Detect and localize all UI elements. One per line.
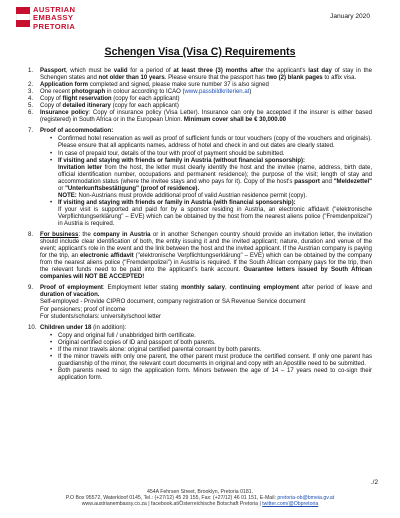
text-bold: Minimum cover shall be € 30,000.00 — [183, 117, 287, 124]
footer-contact-text: P.O Box 95572, Waterkloof 0145, Tel.: (+27/12) 45 29 155, Fax: (+27/12) 46 01 151, E-Mail: — [65, 495, 278, 502]
item-number: 5. — [28, 103, 34, 110]
text-bold: flight reservation — [62, 96, 112, 103]
text-bold: continuing employment — [229, 285, 299, 292]
requirement-accommodation — [28, 128, 372, 228]
accommodation-bullets — [40, 136, 372, 228]
footer-web — [0, 501, 400, 507]
icao-photo-link[interactable]: www.passbildkriterien.at — [184, 89, 250, 96]
requirement-business — [28, 232, 372, 281]
item-number: 3. — [28, 89, 34, 96]
text: in colour according to ICAO ( — [105, 89, 185, 96]
text: (in addition): — [91, 324, 127, 331]
page-continuation-mark: ./2 — [370, 479, 378, 486]
text-bold: electronic affidavit — [80, 253, 134, 260]
embassy-name — [33, 6, 75, 31]
item-number: 9. — [28, 285, 34, 292]
footer-web-text: www.austrianembassy.co.za | facebook.at/Österreichische Botschaft Pretoria | — [81, 501, 263, 508]
list-item: • Both parents need to sign the application form. Minors between the age of 14 – 17 years need to co-sign their application form. — [50, 368, 372, 382]
requirement-insurance — [28, 110, 372, 124]
footer-address: 454A Fehrsen Street, Brooklyn, Pretoria 0181. — [146, 489, 254, 495]
insurance-label: Insurance policy — [40, 110, 89, 117]
text: If your visit is supported and paid for by a sponsor residing in Austria, an electronic affidavit ("elektronische Verpflichtungserklärung" – EVE) which can be obtained by the host from the nearest aliens police ("Fremdenpolizei") in Austria is required. — [58, 206, 372, 227]
application-form-label: Application form — [40, 82, 89, 89]
text: (copy for each applicant) — [111, 96, 180, 103]
business-label: For business — [40, 232, 79, 239]
embassy-name-line3: PRETORIA — [33, 21, 76, 31]
text: and — [319, 178, 334, 185]
item-number: 10. — [28, 324, 37, 331]
requirement-itinerary — [28, 103, 372, 110]
embassy-name-line2: EMBASSY — [33, 13, 74, 23]
text-bold: Guarantee letters issued by South African companies will NOT BE ACCEPTED! — [40, 267, 372, 281]
document-date: January 2020 — [330, 13, 370, 20]
email-link[interactable]: pretoria-ob@bmeia.gv.at — [277, 495, 335, 502]
text: or in another Schengen country should provide an invitation letter, the invitation should include clear identification of both, the entity issuing it and the invited applicant; nature, duration and venue of the event; applicant's role in the event and the link between the host and the invited applicant. If the Austrian company is paying for the trip, an — [40, 232, 373, 260]
text: for a period of — [127, 68, 174, 74]
text-bold: If visiting and staying with friends or family in Austria (with financial sponsorship): — [58, 199, 296, 206]
list-item: • If the minor travels alone: original certified parental consent by both parents. — [50, 347, 372, 354]
text-bold: last day — [308, 68, 332, 74]
text: Self-employed - Provide CIPRO document, company registration or SA Revenue Service document — [40, 299, 306, 306]
text-bold: two (2) blank pages — [266, 75, 323, 82]
text: , which must be — [65, 68, 114, 74]
list-item: • Confirmed hotel reservation as well as proof of sufficient funds or tour vouchers (copy of the vouchers and originals). Please ensure that all applicants names, address of hotel and check in and out dates are clearly stated. — [50, 136, 372, 150]
text-bold: photograph — [71, 89, 106, 96]
item-number: 6. — [28, 110, 34, 117]
text: Non-Austrians must provide additional proof of valid Austrian residence permit (copy). — [76, 192, 308, 199]
text: from the host, the letter must clearly identify the host and the invitee (name, address, birth date, official identification number, occupations and permanent residence); the purpose of the visit; length of stay and accommodation status (where the invitee stays and who pays for it). Copy of the host's — [58, 164, 373, 185]
list-item: • Original certified copies of ID and passport of both parents. — [50, 340, 372, 347]
requirement-children — [28, 325, 372, 382]
children-bullets — [40, 333, 372, 382]
footer — [0, 489, 400, 508]
requirement-employment — [28, 285, 372, 320]
page-title: Schengen Visa (Visa C) Requirements — [104, 46, 296, 58]
text: , — [224, 285, 230, 292]
note-label: NOTE: — [58, 192, 77, 199]
text-bold: "Meldezettel" — [333, 178, 373, 185]
employment-label: Proof of employment — [40, 285, 103, 292]
text: : the — [78, 232, 94, 239]
text: Copy of — [40, 96, 63, 103]
children-label: Children under 18 — [40, 324, 92, 331]
list-item: • If the minor travels with only one parent, the other parent must produce the certified consent. If only one parent has guardianship of the minor, the relevant court documents in original and copy with an Apostille need to be submitted. — [50, 354, 372, 368]
list-item: • Copy and original full / unabbridged birth certificate. — [50, 333, 372, 340]
text: after period of leave and — [299, 285, 372, 292]
austrian-flag-icon — [16, 7, 30, 27]
text-bold: duration of vacation. — [40, 292, 100, 299]
text-bold: valid — [113, 68, 128, 74]
requirement-photograph — [28, 89, 372, 96]
text-bold: not older than 10 years — [98, 75, 165, 82]
requirement-passport — [28, 68, 372, 82]
item-number: 4. — [28, 96, 34, 103]
text: For pensioners; proof of income — [40, 306, 126, 313]
text: or — [58, 185, 66, 192]
embassy-name-line1: AUSTRIAN — [33, 5, 76, 14]
text: Copy of — [40, 103, 63, 110]
text-bold: Invitation letter — [58, 164, 103, 171]
text: completed and signed, please make sure number 37 is also signed — [88, 82, 269, 89]
text: the applicant's — [263, 68, 309, 74]
text-bold: passport — [294, 178, 320, 185]
embassy-logo — [16, 6, 75, 31]
item-number: 1. — [28, 68, 34, 74]
passport-label: Passport — [40, 68, 66, 74]
list-item — [50, 158, 372, 200]
requirement-flight-reservation — [28, 96, 372, 103]
item-number: 7. — [28, 128, 34, 135]
text: . Please ensure that the passport has — [164, 75, 267, 82]
list-item — [50, 200, 372, 228]
accommodation-heading: Proof of accommodation: — [40, 128, 114, 135]
text-bold: If visiting and staying with friends or family in Austria (without financial sponsorship): — [58, 157, 306, 164]
text: ) — [249, 89, 252, 96]
text: : Employment letter stating — [102, 285, 182, 292]
twitter-link[interactable]: twitter.com/@Obpretoria — [262, 501, 319, 508]
text: : Copy of insurance policy (Visa Letter). Insurance can only be accepted if the insurer is either based (registered) in South Africa or in the European Union. — [40, 110, 372, 124]
text-bold: detailed itinerary — [62, 103, 111, 110]
text: ("elektronische Verpflichtungserklärung" – EVE) which can be obtained by the company from the nearest aliens police ("Fremdenpolizei") in Austria is required. If the South African company pays for the trip, then the relevant funds need to be paid into the applicant's bank account. — [40, 253, 372, 274]
requirement-application-form — [28, 82, 372, 89]
text-bold: company in Austria — [93, 232, 151, 239]
requirements-list — [28, 68, 372, 382]
text: to affix visa. — [322, 75, 357, 82]
text-bold: at least three (3) months after — [173, 68, 264, 74]
text: of stay in the Schengen states and — [40, 68, 372, 82]
list-item: • In case of prepaid tour, details of the tour with proof of payment should be submitted. — [50, 151, 372, 158]
text: (copy for each applicant) — [110, 103, 179, 110]
item-number: 8. — [28, 232, 34, 239]
text-bold: "Unterkunftsbestätigung" (proof of residence). — [65, 185, 200, 192]
text: One recent — [40, 89, 72, 96]
text-bold: monthly salary — [181, 285, 225, 292]
item-number: 2. — [28, 82, 34, 89]
text: For students/scholars: university/school letter — [40, 313, 161, 320]
